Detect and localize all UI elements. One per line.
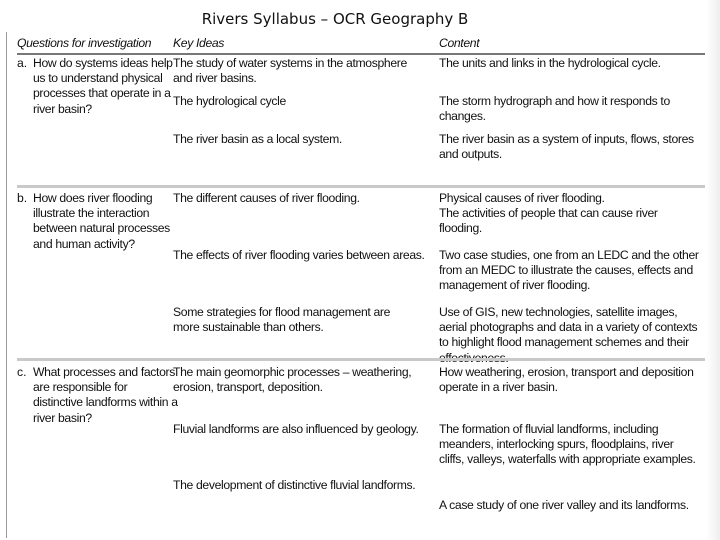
section-a-key-idea-2: The hydrological cycle [173, 94, 286, 108]
section-c-letter: c. [17, 365, 27, 379]
syllabus-table [6, 32, 709, 538]
section-c-key-idea-2: Fluvial landforms are also influenced by geology. [173, 422, 419, 436]
header-divider [17, 53, 705, 55]
section-b-content-1: Physical causes of river flooding. [439, 191, 605, 205]
section-a-content-2: The storm hydrograph and how it responds to changes. [439, 94, 670, 124]
section-a-content-3: The river basin as a system of inputs, flows, stores and outputs. [439, 132, 694, 162]
section-b-content-2: The activities of people that can cause river flooding. [439, 206, 658, 236]
section-a-question: How do systems ideas help us to understand physical processes that operate in a river basin? [33, 56, 173, 116]
section-c-question: What processes and factors are responsible for distinctive landforms within a river basin? [33, 365, 178, 425]
page-title: Rivers Syllabus – OCR Geography B [201, 10, 469, 28]
section-c-key-idea-1: The main geomorphic processes – weathering, erosion, transport, deposition. [173, 365, 412, 395]
section-b-content-4: Use of GIS, new technologies, satellite images, aerial photographs and data in a variety of contexts to highlight flood management schemes and their [439, 305, 698, 350]
section-b-question: How does river flooding illustrate the interaction between natural processes and human activity? [33, 191, 170, 251]
header-questions: Questions for investigation [17, 36, 152, 50]
slide-edge-shadow [706, 0, 720, 540]
section-b-key-idea-3: Some strategies for flood management are more sustainable than others. [173, 305, 391, 335]
header-content: Content [439, 36, 480, 50]
section-b-letter: b. [17, 191, 28, 205]
section-a-content-1: The units and links in the hydrological cycle. [439, 56, 661, 70]
section-c-key-idea-3: The development of distinctive fluvial landforms. [173, 478, 416, 492]
section-a-letter: a. [17, 56, 28, 70]
section-c-content-1: How weathering, erosion, transport and deposition operate in a river basin. [439, 365, 694, 395]
section-b-key-idea-1: The different causes of river flooding. [173, 191, 360, 205]
section-c-content-2: The formation of fluvial landforms, including meanders, interlocking spurs, floodplains, river cliffs, valleys, waterfalls with appropriate examples. [439, 422, 696, 467]
header-key-ideas: Key Ideas [173, 36, 225, 50]
section-b-content-3: Two case studies, one from an LEDC and the other from an MEDC to illustrate the causes, effects and management of river flooding. [439, 248, 699, 293]
section-divider-b [17, 358, 705, 361]
section-a-key-idea-3: The river basin as a local system. [173, 132, 342, 146]
section-b-key-idea-2: The effects of river flooding varies between areas. [173, 248, 425, 262]
section-divider-a [17, 185, 705, 188]
section-a-key-idea-1: The study of water systems in the atmosphere and river basins. [173, 56, 407, 86]
section-c-content-3: A case study of one river valley and its landforms. [439, 498, 689, 512]
